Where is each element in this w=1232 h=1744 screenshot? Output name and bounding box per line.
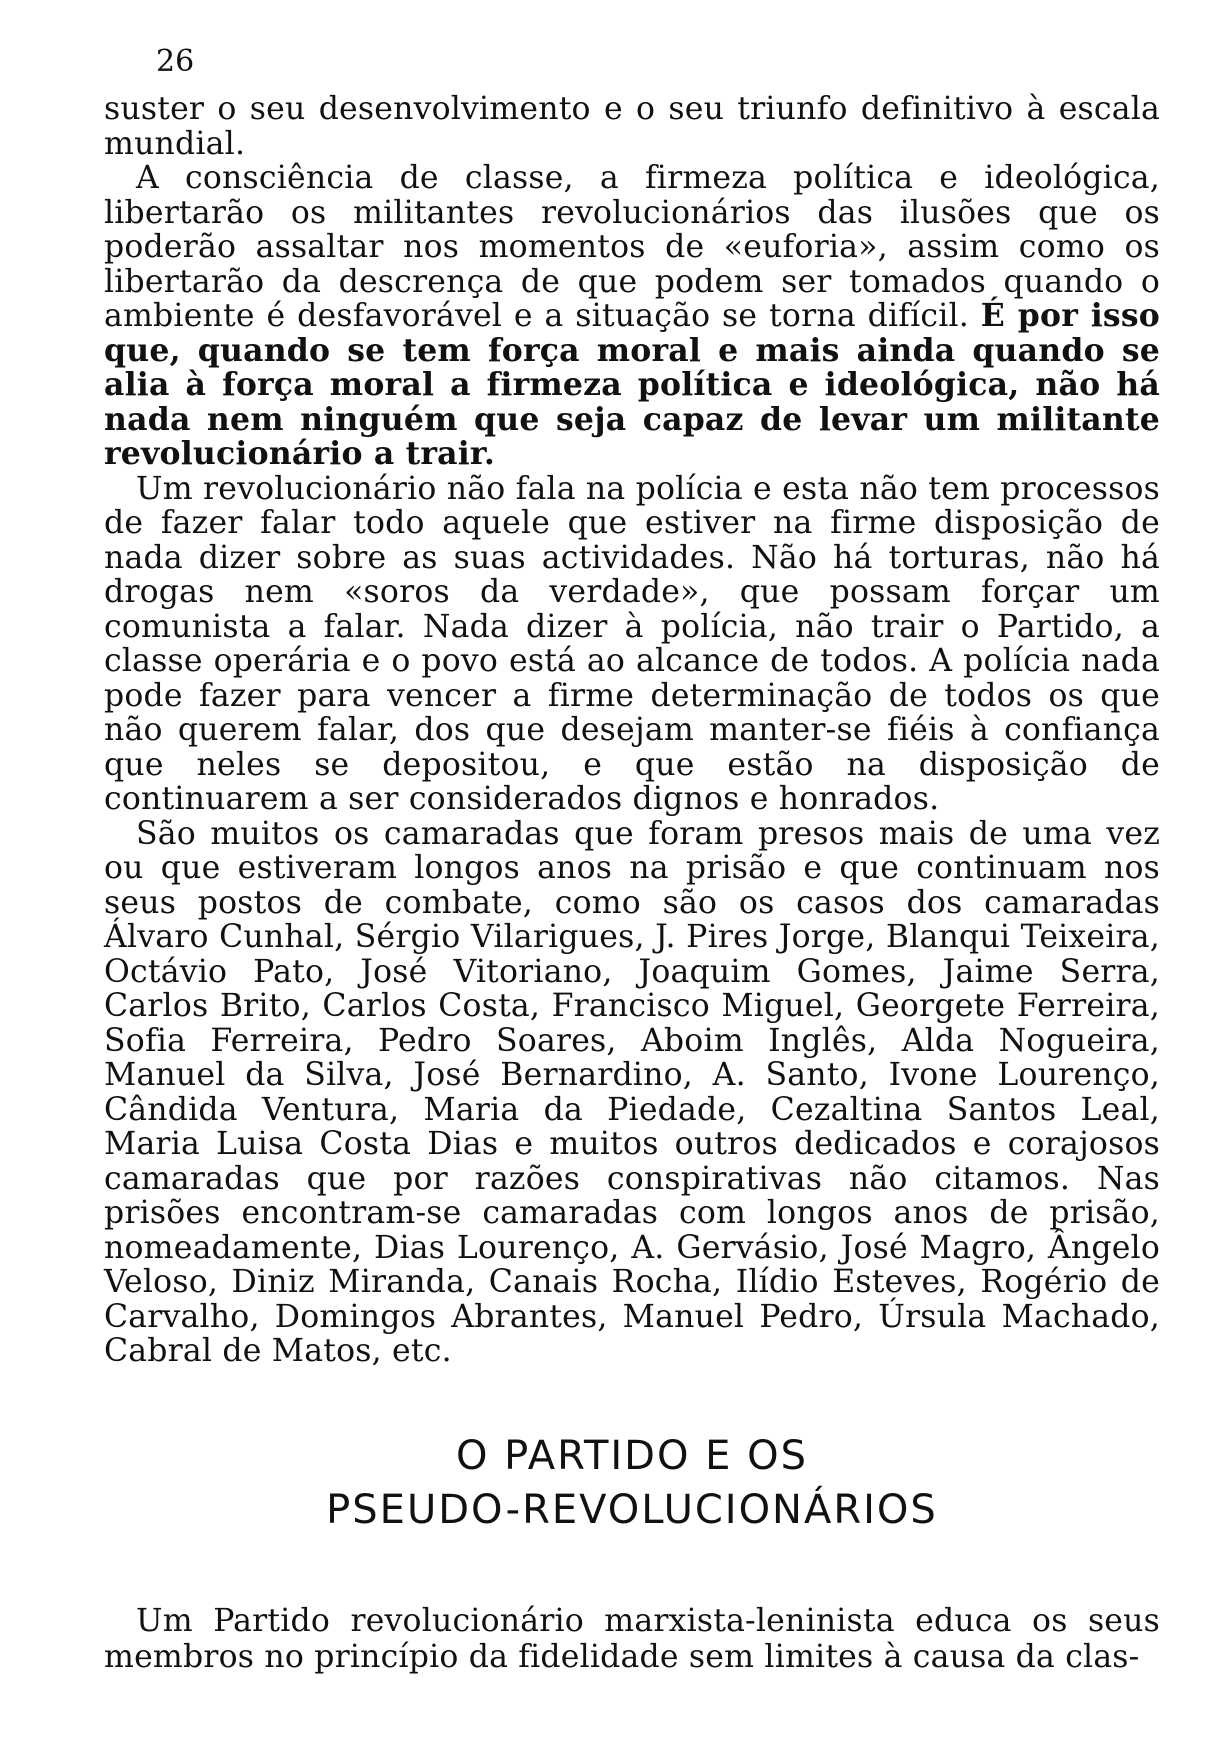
section-heading-line-2: PSEUDO-REVOLUCIONÁRIOS	[326, 1486, 938, 1533]
paragraph-2	[104, 161, 1160, 472]
section-heading-line-1: O PARTIDO E OS	[455, 1432, 809, 1479]
document-page	[104, 44, 1160, 1675]
paragraph-3-text: Um revolucionário não fala na polícia e esta não tem processos de fazer falar todo aquele que estiver na firme disposição de nada dizer sobre as suas actividades. Não há torturas, não há drogas nem «soros da verdade», que possam forçar um comunista a falar. Nada dizer à polícia, não trair o Partido, a classe operária e o povo está ao alcance de todos. A polícia nada pode fazer para vencer a firme determinação de todos os que não querem falar, dos que desejam manter-se fiéis à confiança que neles se depositou, e que estão na disposição de continuarem a ser considerados dignos e honrados.	[104, 470, 1160, 817]
paragraph-2-text: A consciência de classe, a firmeza política e ideológica, libertarão os militantes revolucionários das ilusões que os poderão assaltar nos momentos de «euforia», assim como os libertarão da descrença de que podem ser tomados quando o ambiente é desfavorável e a situação se torna difícil.	[104, 160, 1160, 334]
paragraph-3	[104, 472, 1160, 817]
section-heading	[104, 1429, 1160, 1537]
body-text	[104, 92, 1160, 1369]
paragraph-2-bold-text: É por isso que, quando se tem força moral e mais ainda quando se alia à força moral a firmeza política e ideológica, não há nada nem ninguém que seja capaz de levar um militante revolucionário a trair.	[104, 297, 1160, 472]
paragraph-4	[104, 817, 1160, 1369]
closing-paragraph: Um Partido revolucionário marxista-leninista educa os seus membros no princípio da fidelidade sem limites à causa da clas-	[104, 1602, 1160, 1675]
closing-text	[104, 1603, 1160, 1675]
paragraph-4-text: São muitos os camaradas que foram presos mais de uma vez ou que estiveram longos anos na prisão e que continuam nos seus postos de combate, como são os casos dos camaradas Álvaro Cunhal, Sérgio Vilarigues, J. Pires Jorge, Blanqui Teixeira, Octávio Pato, José Vitoriano, Joaquim Gomes, Jaime Serra, Carlos Brito, Carlos Costa, Francisco Miguel, Georgete Ferreira, Sofia Ferreira, Pedro Soares, Aboim Inglês, Alda Nogueira, Manuel da Silva, José Bernardino, A. Santo, Ivone Lourenço, Cândida Ventura, Maria da Piedade, Cezaltina Santos Leal, Maria Luisa Costa Dias e muitos outros dedicados e corajosos camaradas que por razões conspirativas não citamos. Nas prisões encontram-se camaradas com longos anos de prisão, nomeadamente, Dias Lourenço, A. Gervásio, José Magro, Ângelo Veloso, Diniz Miranda, Canais Rocha, Ilídio Esteves, Rogério de Carvalho, Domingos Abrantes, Manuel Pedro, Úrsula Machado, Cabral de Matos, etc.	[104, 815, 1160, 1369]
paragraph-1	[104, 92, 1160, 161]
paragraph-1-text: suster o seu desenvolvimento e o seu triunfo definitivo à escala mundial.	[104, 91, 1160, 162]
page-number: 26	[156, 44, 195, 79]
